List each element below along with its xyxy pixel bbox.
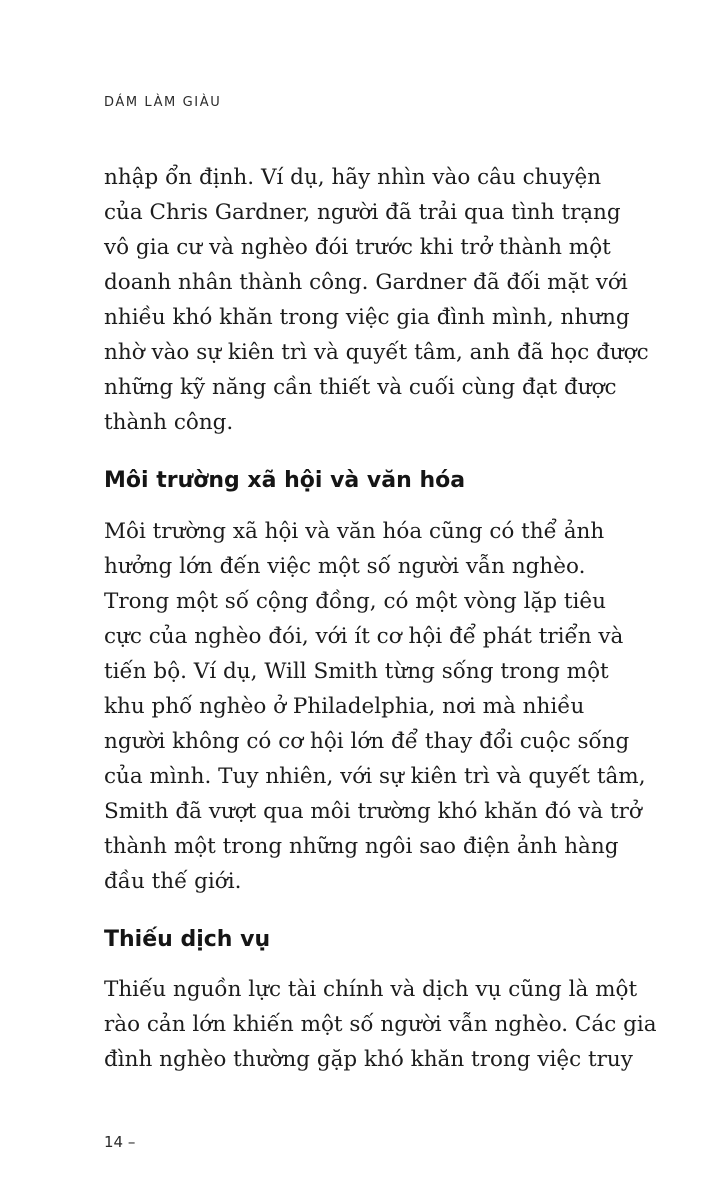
- text-line: đình nghèo thường gặp khó khăn trong việc truy: [104, 1047, 633, 1072]
- paragraph-2: [104, 514, 644, 899]
- text-line: tiến bộ. Ví dụ, Will Smith từng sống trong một: [104, 659, 609, 684]
- text-line: của mình. Tuy nhiên, với sự kiên trì và quyết tâm,: [104, 764, 646, 789]
- text-line: vô gia cư và nghèo đói trước khi trở thành một: [104, 235, 611, 260]
- text-line: Thiếu nguồn lực tài chính và dịch vụ cũng là một: [104, 977, 638, 1002]
- section-heading: Môi trường xã hội và văn hóa: [104, 468, 466, 493]
- text-line: cực của nghèo đói, với ít cơ hội để phát triển và: [104, 624, 624, 649]
- text-line: khu phố nghèo ở Philadelphia, nơi mà nhiều: [104, 694, 585, 719]
- text-line: Trong một số cộng đồng, có một vòng lặp tiêu: [104, 589, 606, 614]
- text-line: người không có cơ hội lớn để thay đổi cuộc sống: [104, 729, 630, 754]
- paragraph-3: [104, 972, 657, 1077]
- text-line: hưởng lớn đến việc một số người vẫn nghèo.: [104, 554, 586, 579]
- text-line: những kỹ năng cần thiết và cuối cùng đạt được: [104, 375, 617, 400]
- text-line: doanh nhân thành công. Gardner đã đối mặt với: [104, 270, 628, 295]
- text-line: nhiều khó khăn trong việc gia đình mình, nhưng: [104, 305, 630, 330]
- section-heading: Thiếu dịch vụ: [104, 927, 271, 952]
- text-line: nhờ vào sự kiên trì và quyết tâm, anh đã học được: [104, 340, 649, 365]
- page-number: 14 –: [104, 1133, 136, 1151]
- text-line: Smith đã vượt qua môi trường khó khăn đó và trở: [104, 799, 642, 824]
- running-head: DÁM LÀM GIÀU: [104, 95, 222, 110]
- text-line: thành công.: [104, 410, 234, 435]
- text-line: đầu thế giới.: [104, 869, 242, 894]
- text-line: rào cản lớn khiến một số người vẫn nghèo. Các gia: [104, 1012, 657, 1037]
- paragraph-1: [104, 160, 649, 440]
- text-line: Môi trường xã hội và văn hóa cũng có thể ảnh: [104, 519, 605, 544]
- text-line: nhập ổn định. Ví dụ, hãy nhìn vào câu chuyện: [104, 165, 602, 190]
- text-line: thành một trong những ngôi sao điện ảnh hàng: [104, 834, 619, 859]
- text-line: của Chris Gardner, người đã trải qua tình trạng: [104, 200, 621, 225]
